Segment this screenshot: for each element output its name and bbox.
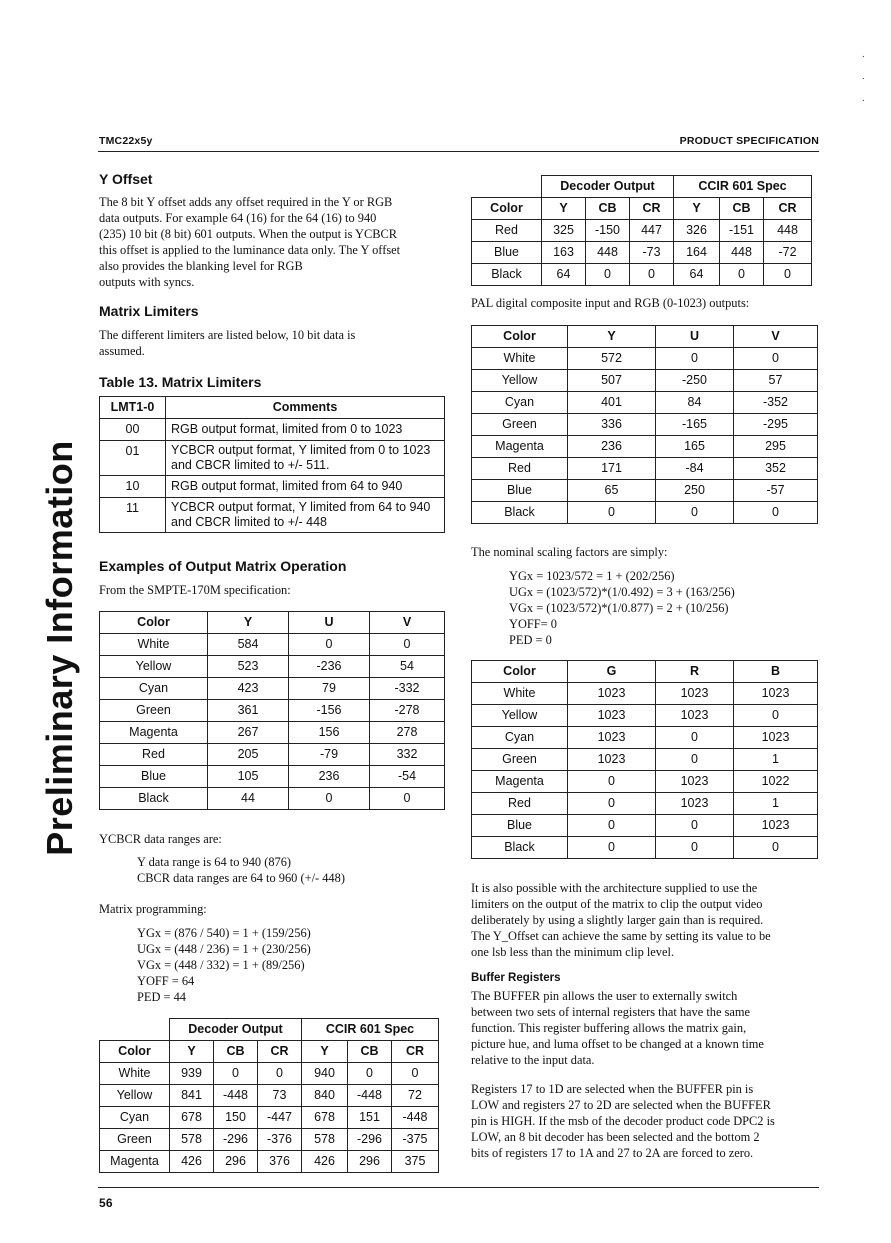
sidebar-label: Preliminary Information bbox=[39, 440, 80, 856]
table-cell: B bbox=[734, 661, 818, 683]
y-offset-paragraph: The 8 bit Y offset adds any offset required in the Y or RGB data outputs. For example 64 (16) for the 64 (16) to 940 (235) 10 bit (8 bit) 601 outputs. When the output is YCBCR this offset is applied to the luminance data only. The Y offset also provides the blanking level for RGB outputs with syncs. bbox=[99, 195, 401, 289]
table-cell: 1022 bbox=[734, 771, 818, 793]
table-cell: Magenta bbox=[472, 436, 568, 458]
table-cell: Color bbox=[100, 1041, 170, 1063]
table-cell: -150 bbox=[586, 220, 630, 242]
table-row bbox=[472, 392, 818, 414]
table-header-row bbox=[100, 612, 445, 634]
table-row bbox=[100, 656, 445, 678]
table-cell: -296 bbox=[348, 1129, 392, 1151]
table-cell: Cyan bbox=[472, 392, 568, 414]
table-cell: Blue bbox=[472, 242, 542, 264]
table-cell: Red bbox=[472, 458, 568, 480]
table-cell: 1023 bbox=[568, 727, 656, 749]
table-row bbox=[100, 788, 445, 810]
scan-marks: . . . bbox=[862, 49, 865, 104]
table-cell: Y bbox=[542, 198, 586, 220]
table-cell bbox=[100, 1019, 170, 1041]
table-cell: -447 bbox=[258, 1107, 302, 1129]
table-cell: 0 bbox=[656, 815, 734, 837]
table-cell: -448 bbox=[348, 1085, 392, 1107]
table-row bbox=[100, 1129, 439, 1151]
table-cell: CCIR 601 Spec bbox=[674, 176, 812, 198]
table-cell: 0 bbox=[734, 348, 818, 370]
table-cell: Decoder Output bbox=[170, 1019, 302, 1041]
table-row bbox=[472, 727, 818, 749]
header-rule bbox=[98, 151, 819, 152]
table-cell: 376 bbox=[258, 1151, 302, 1173]
table-cell: 448 bbox=[764, 220, 812, 242]
table-cell: 65 bbox=[568, 480, 656, 502]
table-cell: 940 bbox=[302, 1063, 348, 1085]
table-cell: 171 bbox=[568, 458, 656, 480]
table-cell: Green bbox=[472, 414, 568, 436]
table-cell: -236 bbox=[289, 656, 370, 678]
table-cell: 507 bbox=[568, 370, 656, 392]
table-cell: 0 bbox=[734, 837, 818, 859]
table-cell: 0 bbox=[568, 771, 656, 793]
programming-intro: Matrix programming: bbox=[99, 902, 207, 916]
table-cell: Y bbox=[302, 1041, 348, 1063]
table-cell: Red bbox=[472, 220, 542, 242]
table-cell: 236 bbox=[568, 436, 656, 458]
pal-decoder-table bbox=[471, 175, 812, 286]
table-cell: 00 bbox=[100, 419, 166, 441]
table-cell: 105 bbox=[208, 766, 289, 788]
table-cell: 10 bbox=[100, 476, 166, 498]
table-cell: Cyan bbox=[100, 1107, 170, 1129]
table-cell: 1023 bbox=[656, 705, 734, 727]
smpte-yuv-table bbox=[99, 611, 445, 810]
table-cell: Magenta bbox=[472, 771, 568, 793]
table-cell: 295 bbox=[734, 436, 818, 458]
table-row bbox=[472, 815, 818, 837]
table-row bbox=[472, 793, 818, 815]
table-cell: -156 bbox=[289, 700, 370, 722]
table-cell: 572 bbox=[568, 348, 656, 370]
pal-rgb-table bbox=[471, 660, 818, 859]
table-cell: 64 bbox=[674, 264, 720, 286]
scaling-list: YGx = 1023/572 = 1 + (202/256) UGx = (1023/572)*(1/0.492) = 3 + (163/256) VGx = (1023/572)*(1/0.877) = 2 + (10/256) YOFF= 0 PED = 0 bbox=[509, 569, 735, 647]
table-header-row bbox=[472, 661, 818, 683]
table-row bbox=[472, 837, 818, 859]
table-cell: -84 bbox=[656, 458, 734, 480]
table-cell: 578 bbox=[302, 1129, 348, 1151]
table-cell: Y bbox=[170, 1041, 214, 1063]
table-cell: CR bbox=[630, 198, 674, 220]
table-cell: 1023 bbox=[734, 815, 818, 837]
table-cell: 1023 bbox=[568, 705, 656, 727]
table-cell: 72 bbox=[392, 1085, 439, 1107]
table-cell: Magenta bbox=[100, 722, 208, 744]
table-cell: Yellow bbox=[472, 370, 568, 392]
table-cell: 0 bbox=[734, 705, 818, 727]
table-row bbox=[100, 498, 445, 533]
table-cell: Green bbox=[100, 1129, 170, 1151]
buffer-paragraph-2: Registers 17 to 1D are selected when the BUFFER pin is LOW and registers 27 to 2D are selected when the BUFFER pin is HIGH. If the msb of the decoder product code DPC2 is LOW, an 8 bit decoder has been selected and the bottom 2 bits of registers 17 to 1A and 27 to 2A are forced to zero. bbox=[471, 1082, 775, 1160]
table-cell: CR bbox=[764, 198, 812, 220]
table-cell: 578 bbox=[170, 1129, 214, 1151]
table-cell: 0 bbox=[656, 727, 734, 749]
column-header: Comments bbox=[166, 397, 445, 419]
table-cell: Color bbox=[472, 326, 568, 348]
table-cell: 1023 bbox=[656, 683, 734, 705]
table-cell: 165 bbox=[656, 436, 734, 458]
table-cell: -151 bbox=[720, 220, 764, 242]
table-cell: Magenta bbox=[100, 1151, 170, 1173]
table-row bbox=[472, 480, 818, 502]
table-cell: Color bbox=[472, 198, 542, 220]
page-number: 56 bbox=[99, 1196, 113, 1210]
table-cell: YCBCR output format, Y limited from 64 to 940 and CBCR limited to +/- 448 bbox=[166, 498, 445, 533]
table-cell: 250 bbox=[656, 480, 734, 502]
table-cell: CB bbox=[214, 1041, 258, 1063]
table-cell: RGB output format, limited from 0 to 1023 bbox=[166, 419, 445, 441]
table-cell: 0 bbox=[392, 1063, 439, 1085]
table-row bbox=[100, 744, 445, 766]
table-header-row bbox=[472, 326, 818, 348]
table-row bbox=[100, 1107, 439, 1129]
table-cell: Yellow bbox=[100, 656, 208, 678]
table-cell: Cyan bbox=[472, 727, 568, 749]
table-row bbox=[100, 678, 445, 700]
table-cell: 84 bbox=[656, 392, 734, 414]
table-cell: -57 bbox=[734, 480, 818, 502]
table-cell: 64 bbox=[542, 264, 586, 286]
table-cell: 1023 bbox=[656, 793, 734, 815]
table-cell: 423 bbox=[208, 678, 289, 700]
table-cell: 0 bbox=[656, 502, 734, 524]
table-cell: 678 bbox=[170, 1107, 214, 1129]
table-cell: 267 bbox=[208, 722, 289, 744]
table-row bbox=[472, 220, 812, 242]
table-cell: 0 bbox=[656, 348, 734, 370]
table-cell: V bbox=[370, 612, 445, 634]
smpte-decoder-table bbox=[99, 1018, 439, 1173]
table-cell: 0 bbox=[586, 264, 630, 286]
table-cell: Yellow bbox=[100, 1085, 170, 1107]
table-cell: 1023 bbox=[568, 749, 656, 771]
table-cell: 11 bbox=[100, 498, 166, 533]
table-row bbox=[472, 242, 812, 264]
table-cell: -250 bbox=[656, 370, 734, 392]
table-cell: 840 bbox=[302, 1085, 348, 1107]
table-cell: Black bbox=[472, 837, 568, 859]
table-cell: 0 bbox=[348, 1063, 392, 1085]
table-cell: R bbox=[656, 661, 734, 683]
table-cell: White bbox=[100, 1063, 170, 1085]
table-cell: 336 bbox=[568, 414, 656, 436]
table-cell: Y bbox=[568, 326, 656, 348]
table-cell: RGB output format, limited from 64 to 940 bbox=[166, 476, 445, 498]
table-cell: Black bbox=[100, 788, 208, 810]
table-cell: 523 bbox=[208, 656, 289, 678]
table-cell: 296 bbox=[214, 1151, 258, 1173]
scaling-intro: The nominal scaling factors are simply: bbox=[471, 545, 668, 559]
table-cell: Black bbox=[472, 264, 542, 286]
table-cell: 584 bbox=[208, 634, 289, 656]
table-group-row bbox=[100, 1019, 439, 1041]
table-cell: 1023 bbox=[734, 683, 818, 705]
table-cell: -73 bbox=[630, 242, 674, 264]
table-cell: Blue bbox=[472, 480, 568, 502]
table-cell: -79 bbox=[289, 744, 370, 766]
buffer-paragraph-1: The BUFFER pin allows the user to externally switch between two sets of internal registers that have the same function. This register buffering allows the matrix gain, picture hue, and luma offset to be changed at a known time relative to the input data. bbox=[471, 989, 764, 1067]
table-cell: 841 bbox=[170, 1085, 214, 1107]
table-cell: Y bbox=[208, 612, 289, 634]
ranges-intro: YCBCR data ranges are: bbox=[99, 832, 222, 846]
table-cell: 0 bbox=[568, 502, 656, 524]
table-cell: CCIR 601 Spec bbox=[302, 1019, 439, 1041]
table-cell: -375 bbox=[392, 1129, 439, 1151]
table-cell: -278 bbox=[370, 700, 445, 722]
table-cell: 0 bbox=[568, 815, 656, 837]
table-cell: 205 bbox=[208, 744, 289, 766]
table-cell: -165 bbox=[656, 414, 734, 436]
table-row bbox=[472, 370, 818, 392]
table-cell: 0 bbox=[568, 837, 656, 859]
table-row bbox=[472, 436, 818, 458]
table-cell: Blue bbox=[100, 766, 208, 788]
table-cell: 73 bbox=[258, 1085, 302, 1107]
header-document-type: PRODUCT SPECIFICATION bbox=[679, 135, 819, 147]
table-row bbox=[472, 458, 818, 480]
table-cell: 0 bbox=[568, 793, 656, 815]
table-cell: 1 bbox=[734, 749, 818, 771]
table-header-row bbox=[100, 397, 445, 419]
table-cell: 54 bbox=[370, 656, 445, 678]
table-cell: 57 bbox=[734, 370, 818, 392]
table-cell: 0 bbox=[258, 1063, 302, 1085]
table-cell: 01 bbox=[100, 441, 166, 476]
table-cell: White bbox=[100, 634, 208, 656]
table-cell: 352 bbox=[734, 458, 818, 480]
table-cell: 0 bbox=[656, 749, 734, 771]
table-cell: 0 bbox=[370, 634, 445, 656]
table-cell: White bbox=[472, 348, 568, 370]
column-header: LMT1-0 bbox=[100, 397, 166, 419]
table-cell: White bbox=[472, 683, 568, 705]
table-row bbox=[472, 705, 818, 727]
table-row bbox=[100, 1063, 439, 1085]
table-cell: 44 bbox=[208, 788, 289, 810]
table-row bbox=[100, 1151, 439, 1173]
matrix-limiters-table bbox=[99, 396, 445, 533]
examples-source: From the SMPTE-170M specification: bbox=[99, 583, 291, 597]
table-cell: -296 bbox=[214, 1129, 258, 1151]
table-cell: 150 bbox=[214, 1107, 258, 1129]
table-row bbox=[100, 700, 445, 722]
clip-paragraph: It is also possible with the architecture supplied to use the limiters on the output of the matrix to clip the output video deliberately by using a slightly larger gain than is required. The Y_Offset can achieve the same by setting its value to be one lsb less than the minimum clip level. bbox=[471, 881, 771, 959]
table-cell: 0 bbox=[214, 1063, 258, 1085]
table-row bbox=[472, 771, 818, 793]
table-row bbox=[100, 419, 445, 441]
examples-heading: Examples of Output Matrix Operation bbox=[99, 558, 347, 574]
table-cell: 1023 bbox=[734, 727, 818, 749]
table-cell: 163 bbox=[542, 242, 586, 264]
table-cell: 278 bbox=[370, 722, 445, 744]
table-cell: -376 bbox=[258, 1129, 302, 1151]
table-cell: Red bbox=[100, 744, 208, 766]
table-cell: U bbox=[289, 612, 370, 634]
table-cell: 426 bbox=[302, 1151, 348, 1173]
buffer-registers-heading: Buffer Registers bbox=[471, 972, 561, 984]
table-cell: 0 bbox=[630, 264, 674, 286]
table-cell: Green bbox=[100, 700, 208, 722]
table-cell: CB bbox=[348, 1041, 392, 1063]
table-cell: 375 bbox=[392, 1151, 439, 1173]
table-cell: CR bbox=[392, 1041, 439, 1063]
table-cell: Color bbox=[100, 612, 208, 634]
table-cell: 0 bbox=[656, 837, 734, 859]
table-cell: U bbox=[656, 326, 734, 348]
table-row bbox=[472, 414, 818, 436]
table-row bbox=[100, 722, 445, 744]
table-cell: Decoder Output bbox=[542, 176, 674, 198]
table-cell: 1023 bbox=[656, 771, 734, 793]
y-offset-heading: Y Offset bbox=[99, 171, 153, 187]
table-cell: V bbox=[734, 326, 818, 348]
table-cell: YCBCR output format, Y limited from 0 to 1023 and CBCR limited to +/- 511. bbox=[166, 441, 445, 476]
table-cell: 361 bbox=[208, 700, 289, 722]
table-cell: 1 bbox=[734, 793, 818, 815]
programming-list: YGx = (876 / 540) = 1 + (159/256) UGx = (448 / 236) = 1 + (230/256) VGx = (448 / 332) = 1 + (89/256) YOFF = 64 PED = 44 bbox=[137, 926, 311, 1004]
table-cell: 448 bbox=[586, 242, 630, 264]
table-cell: G bbox=[568, 661, 656, 683]
table-cell: 164 bbox=[674, 242, 720, 264]
table-cell: -448 bbox=[214, 1085, 258, 1107]
table-cell: -295 bbox=[734, 414, 818, 436]
table-cell: -72 bbox=[764, 242, 812, 264]
table-row bbox=[472, 348, 818, 370]
table-row bbox=[100, 1085, 439, 1107]
table-cell: 296 bbox=[348, 1151, 392, 1173]
table-cell: -54 bbox=[370, 766, 445, 788]
table-row bbox=[100, 476, 445, 498]
table-cell: CB bbox=[586, 198, 630, 220]
table-cell: 939 bbox=[170, 1063, 214, 1085]
pal-yuv-table bbox=[471, 325, 818, 524]
table-cell: CB bbox=[720, 198, 764, 220]
table-cell: 0 bbox=[734, 502, 818, 524]
table-cell: -352 bbox=[734, 392, 818, 414]
table13-title: Table 13. Matrix Limiters bbox=[99, 374, 262, 390]
table-cell: 447 bbox=[630, 220, 674, 242]
table-cell: 236 bbox=[289, 766, 370, 788]
table-group-row bbox=[472, 176, 812, 198]
table-cell bbox=[472, 176, 542, 198]
table-cell: 151 bbox=[348, 1107, 392, 1129]
table-row bbox=[100, 766, 445, 788]
table-row bbox=[100, 441, 445, 476]
table-cell: Black bbox=[472, 502, 568, 524]
table-cell: Y bbox=[674, 198, 720, 220]
table-header-row bbox=[100, 1041, 439, 1063]
table-cell: 0 bbox=[720, 264, 764, 286]
table-row bbox=[472, 264, 812, 286]
table-row bbox=[472, 749, 818, 771]
footer-rule bbox=[98, 1187, 819, 1188]
table-cell: 1023 bbox=[568, 683, 656, 705]
table-cell: Yellow bbox=[472, 705, 568, 727]
table-cell: -448 bbox=[392, 1107, 439, 1129]
table-cell: 325 bbox=[542, 220, 586, 242]
table-cell: 0 bbox=[764, 264, 812, 286]
table-cell: 156 bbox=[289, 722, 370, 744]
table-cell: Blue bbox=[472, 815, 568, 837]
table-cell: -332 bbox=[370, 678, 445, 700]
table-cell: 401 bbox=[568, 392, 656, 414]
matrix-limiters-heading: Matrix Limiters bbox=[99, 303, 199, 319]
table-cell: 0 bbox=[289, 634, 370, 656]
header-part-number: TMC22x5y bbox=[99, 135, 153, 147]
table-cell: 0 bbox=[289, 788, 370, 810]
table-cell: Cyan bbox=[100, 678, 208, 700]
table-cell: Green bbox=[472, 749, 568, 771]
table-row bbox=[100, 634, 445, 656]
table-cell: 332 bbox=[370, 744, 445, 766]
matrix-limiters-paragraph: The different limiters are listed below, 10 bit data is assumed. bbox=[99, 328, 356, 358]
table-cell: 79 bbox=[289, 678, 370, 700]
pal-caption: PAL digital composite input and RGB (0-1023) outputs: bbox=[471, 296, 750, 310]
table-cell: 448 bbox=[720, 242, 764, 264]
ranges-list: Y data range is 64 to 940 (876) CBCR data ranges are 64 to 960 (+/- 448) bbox=[137, 855, 345, 885]
table-cell: 326 bbox=[674, 220, 720, 242]
table-cell: 426 bbox=[170, 1151, 214, 1173]
table-cell: Red bbox=[472, 793, 568, 815]
table-row bbox=[472, 502, 818, 524]
table-row bbox=[472, 683, 818, 705]
table-header-row bbox=[472, 198, 812, 220]
table-cell: 678 bbox=[302, 1107, 348, 1129]
table-cell: 0 bbox=[370, 788, 445, 810]
table-cell: CR bbox=[258, 1041, 302, 1063]
table-cell: Color bbox=[472, 661, 568, 683]
